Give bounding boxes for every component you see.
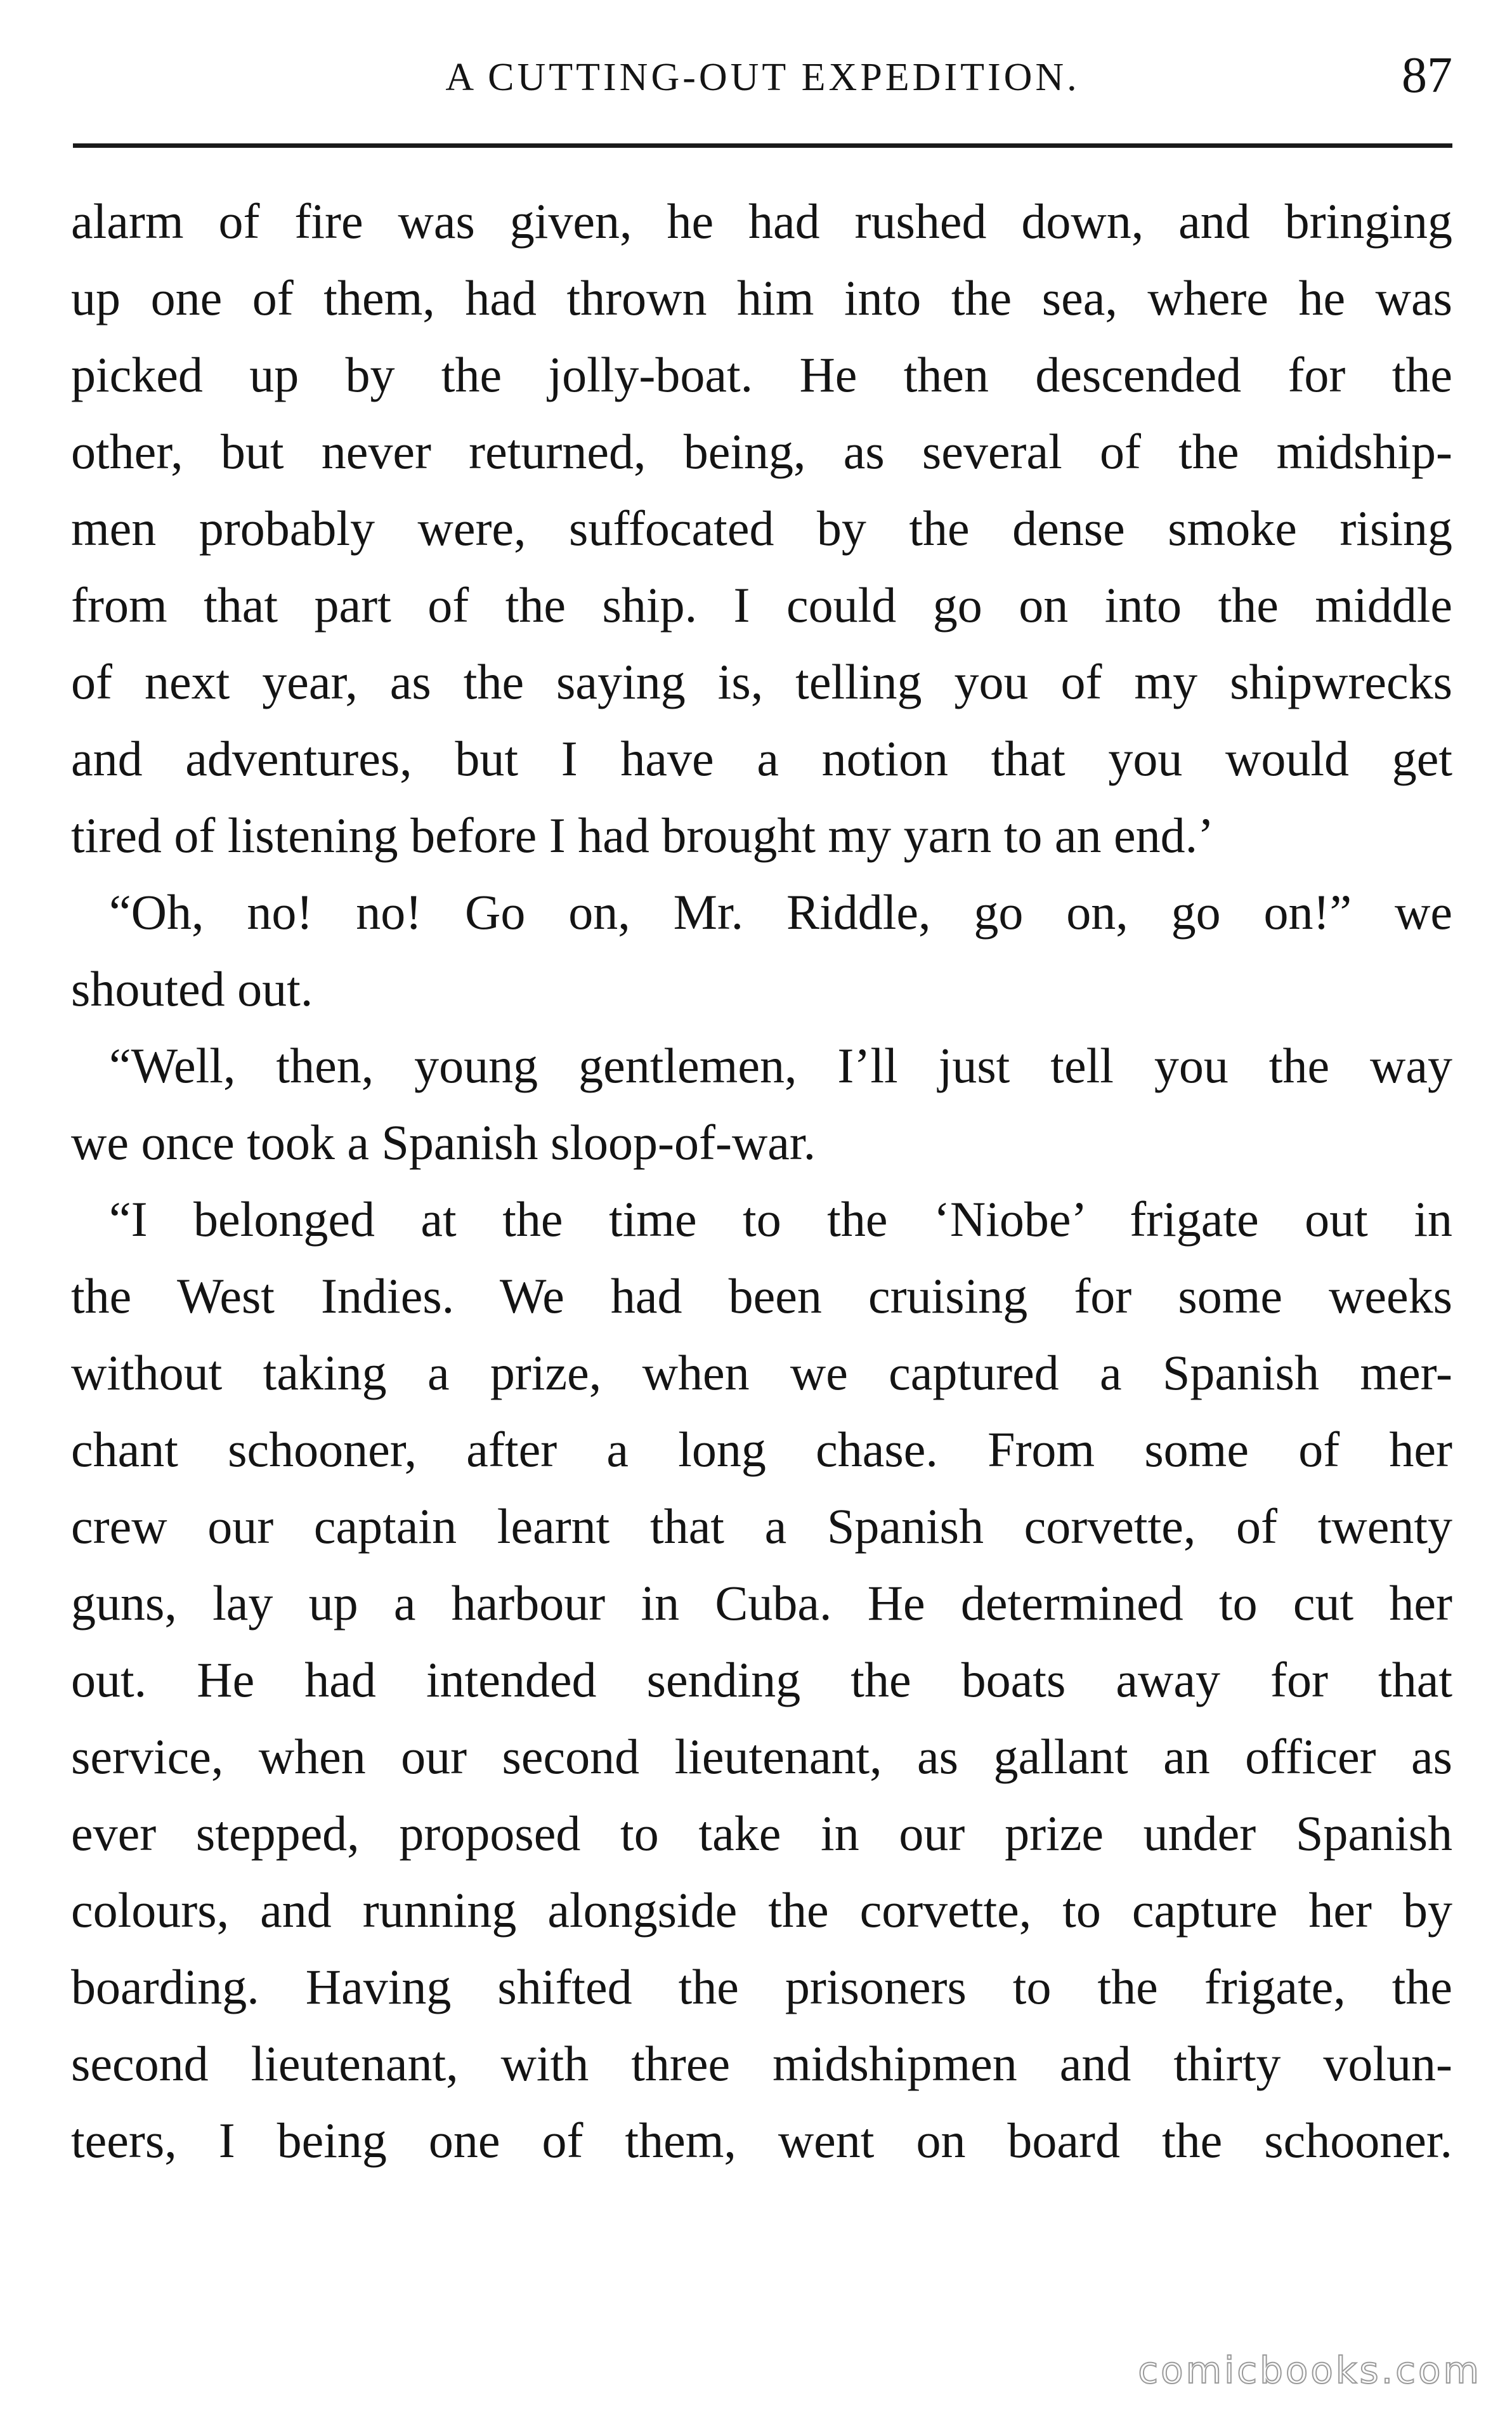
text-line: alarm of fire was given, he had rushed down, and bringing — [71, 194, 1452, 249]
running-head — [73, 39, 1452, 115]
text-line: guns, lay up a harbour in Cuba. He determined to cut her — [71, 1575, 1452, 1630]
text-line: second lieutenant, with three midshipmen and thirty volun- — [71, 2036, 1452, 2091]
watermark: comicbooks.com — [1138, 2349, 1482, 2392]
text-line: ever stepped, proposed to take in our prize under Spanish — [71, 1806, 1452, 1861]
text-line: “Oh, no! no! Go on, Mr. Riddle, go on, go on!” we — [109, 884, 1452, 940]
text-line: other, but never returned, being, as several of the midship- — [71, 424, 1452, 479]
running-title: A CUTTING-OUT EXPEDITION. — [445, 56, 1080, 99]
header-rule — [73, 143, 1452, 148]
text-line: out. He had intended sending the boats away for that — [71, 1652, 1452, 1707]
text-line: service, when our second lieutenant, as gallant an officer as — [71, 1729, 1452, 1784]
text-line: “Well, then, young gentlemen, I’ll just tell you the way — [109, 1038, 1452, 1093]
text-line: shouted out. — [71, 961, 313, 1016]
text-line: picked up by the jolly-boat. He then descended for the — [71, 347, 1452, 402]
text-line: we once took a Spanish sloop-of-war. — [71, 1115, 816, 1170]
text-line: tired of listening before I had brought my yarn to an end.’ — [71, 808, 1215, 863]
text-line: teers, I being one of them, went on board the schooner. — [71, 2113, 1452, 2168]
text-line: from that part of the ship. I could go on into the middle — [71, 577, 1452, 633]
text-line: the West Indies. We had been cruising for some weeks — [71, 1268, 1452, 1323]
text-line: boarding. Having shifted the prisoners to the frigate, the — [71, 1959, 1452, 2014]
text-line: up one of them, had thrown him into the sea, where he was — [71, 270, 1452, 325]
text-line: chant schooner, after a long chase. From some of her — [71, 1422, 1452, 1477]
body-text — [71, 183, 1452, 2179]
page-number: 87 — [1402, 48, 1452, 103]
text-line: men probably were, suffocated by the dense smoke rising — [71, 501, 1452, 556]
text-line: of next year, as the saying is, telling you of my shipwrecks — [71, 654, 1452, 709]
text-line: without taking a prize, when we captured a Spanish mer- — [71, 1345, 1452, 1400]
text-line: and adventures, but I have a notion that you would get — [71, 731, 1452, 786]
text-line: crew our captain learnt that a Spanish corvette, of twenty — [71, 1499, 1452, 1554]
text-line: “I belonged at the time to the ‘Niobe’ frigate out in — [109, 1191, 1452, 1247]
text-line: colours, and running alongside the corvette, to capture her by — [71, 1882, 1452, 1938]
